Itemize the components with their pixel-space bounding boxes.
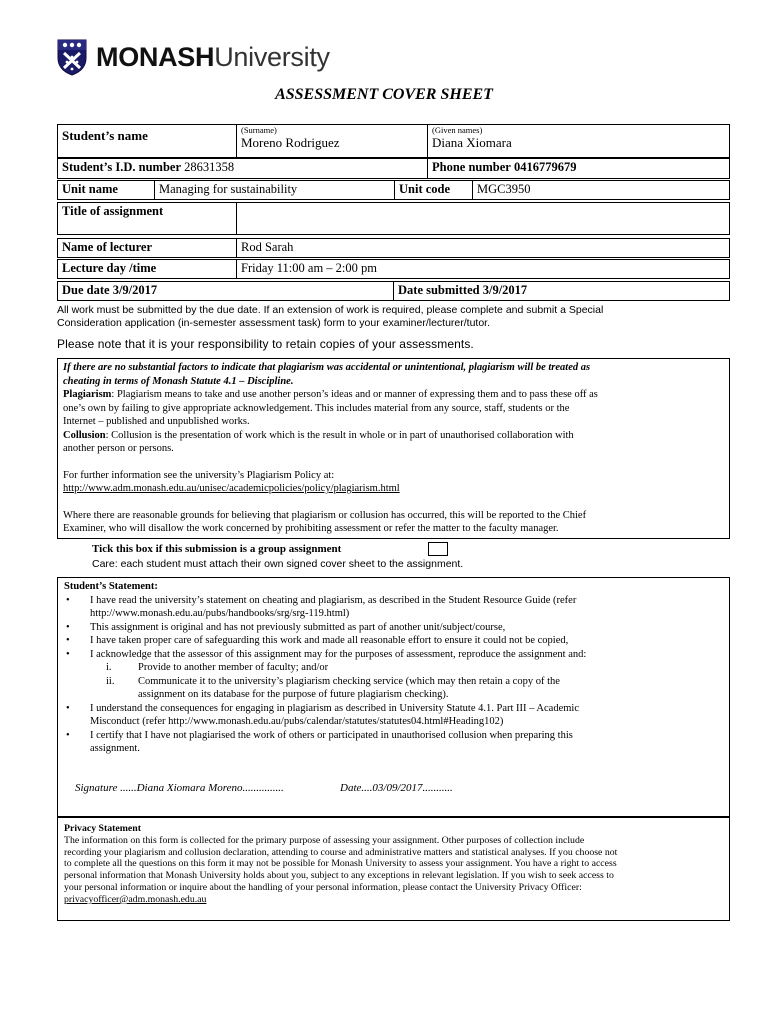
unit-code-label: Unit code <box>395 181 473 200</box>
privacy-line-3: to complete all the questions on this form it may not be possible for Monash University to assess your assignment. You have a right to access <box>64 858 617 870</box>
statement-item-6 <box>64 729 723 756</box>
privacy-heading: Privacy Statement <box>64 823 141 834</box>
monash-crest-icon <box>56 38 88 76</box>
privacy-line-4: personal information that Monash University holds about you, subject to any exceptions in relevant legislation. If you wish to seek access to <box>64 870 614 882</box>
plagiarism-definition <box>63 388 724 402</box>
statement-item-1-line-1: I have read the university’s statement on cheating and plagiarism, as described in the Student Resource Guide (refer <box>90 594 577 606</box>
bullet-icon: • <box>66 594 70 606</box>
bullet-icon: • <box>66 621 70 633</box>
statement-item-1 <box>64 594 723 621</box>
submitted-date-cell[interactable] <box>394 282 730 301</box>
statement-heading: Student’s Statement: <box>64 581 158 592</box>
grounds-2: Examiner, who will disallow the work concerned by prohibiting assessment or refer the matter to the faculty manager. <box>63 523 559 534</box>
sub-item-ii-cont <box>64 688 723 702</box>
statement-item-4 <box>64 648 723 662</box>
signature-line[interactable]: Signature ......Diana Xiomara Moreno............... <box>75 782 284 794</box>
submission-notice <box>57 304 733 330</box>
given-names-hint: (Given names) <box>432 125 483 135</box>
statement-item-4-text: I acknowledge that the assessor of this assignment may for the purposes of assessment, reproduce the assignment and: <box>90 648 587 660</box>
student-statement-box <box>57 577 730 817</box>
plagiarism-def-3: Internet – published and unpublished works. <box>63 416 250 427</box>
signature-date-line[interactable]: Date....03/09/2017........... <box>340 782 453 794</box>
unit-name-label: Unit name <box>58 181 155 200</box>
statement-item-3 <box>64 634 723 648</box>
group-assignment-label: Tick this box if this submission is a group assignment <box>92 543 342 555</box>
student-name-table <box>57 124 730 158</box>
assignment-title-label: Title of assignment <box>58 203 237 235</box>
lecture-time-value[interactable]: Friday 11:00 am – 2:00 pm <box>237 260 730 279</box>
phone-cell[interactable] <box>428 159 730 179</box>
surname-cell[interactable] <box>237 125 428 158</box>
due-date-label: Due date <box>62 283 110 297</box>
sub-item-ii <box>64 675 723 689</box>
submitted-date-value[interactable]: 3/9/2017 <box>482 283 528 297</box>
bullet-icon: • <box>66 635 70 646</box>
statement-item-2-text: This assignment is original and has not previously submitted as part of another unit/subject/course, <box>90 621 506 633</box>
plagiarism-warning-2: cheating in terms of Monash Statute 4.1 – Discipline. <box>63 375 294 387</box>
statement-item-2 <box>64 621 723 635</box>
sub-item-i-number: i. <box>106 662 112 673</box>
page-title: ASSESSMENT COVER SHEET <box>275 86 493 103</box>
policy-link-row <box>63 482 724 496</box>
given-names-cell[interactable] <box>428 125 730 158</box>
bullet-icon: • <box>66 729 70 741</box>
student-id-label: Student’s I.D. number <box>62 160 182 174</box>
privacy-officer-email-link[interactable]: privacyofficer@adm.monash.edu.au <box>64 893 207 905</box>
plagiarism-term: Plagiarism <box>63 389 112 400</box>
statement-item-5 <box>64 702 723 729</box>
due-date-value[interactable]: 3/9/2017 <box>112 283 158 297</box>
assignment-title-value[interactable] <box>237 203 730 235</box>
bullet-icon: • <box>66 702 70 714</box>
notice-line-1: All work must be submitted by the due date. If an extension of work is required, please complete and submit a Special <box>57 304 604 316</box>
lecture-time-label: Lecture day /time <box>58 260 237 279</box>
plagiarism-def-1: : Plagiarism means to take and use another person’s ideas and or manner of expressing them and to pass these off as <box>111 389 598 400</box>
retain-copies-notice: Please note that it is your responsibility to retain copies of your assessments. <box>57 337 474 351</box>
privacy-email-row <box>64 894 723 906</box>
plagiarism-box <box>57 358 730 539</box>
bullet-icon: • <box>66 648 70 660</box>
statement-list-2 <box>64 702 723 756</box>
phone-label: Phone number <box>432 160 511 174</box>
monash-logo <box>56 38 330 76</box>
student-name-label-cell <box>58 125 237 158</box>
statement-item-5-line-1: I understand the consequences for engaging in plagiarism as described in University Statute 4.1. Part III – Academic <box>90 702 579 714</box>
further-info: For further information see the university’s Plagiarism Policy at: <box>63 469 335 481</box>
privacy-statement-box <box>57 817 730 921</box>
plagiarism-def-2: one’s own by failing to give appropriate acknowledgement. This includes material from any source, staff, students or the <box>63 402 570 414</box>
student-id-cell[interactable] <box>58 159 428 179</box>
plagiarism-warning-1: If there are no substantial factors to indicate that plagiarism was accidental or unintentional, plagiarism will be treated as <box>63 362 591 373</box>
given-names-value[interactable]: Diana Xiomara <box>432 134 512 150</box>
privacy-line-5: your personal information or inquire about the handling of your personal information, please contact the University Privacy Officer: <box>64 881 582 893</box>
statement-item-6-line-2: assignment. <box>90 743 140 754</box>
lecturer-table <box>57 238 730 258</box>
due-date-cell[interactable] <box>58 282 394 301</box>
statement-item-1-line-2: http://www.monash.edu.au/pubs/handbooks/srg/srg-119.html) <box>90 608 350 619</box>
surname-hint: (Surname) <box>241 125 277 135</box>
logo-brand-bold: MONASH <box>96 41 215 72</box>
collusion-definition <box>63 429 724 443</box>
care-note: Care: each student must attach their own signed cover sheet to the assignment. <box>92 558 464 570</box>
student-id-table <box>57 158 730 179</box>
surname-value[interactable]: Moreno Rodriguez <box>241 134 340 150</box>
grounds-1: Where there are reasonable grounds for believing that plagiarism or collusion has occurred, this will be reported to the Chief <box>63 509 587 521</box>
monash-wordmark <box>96 41 330 72</box>
privacy-line-2: recording your plagiarism and collusion declaration, attending to course and administrative matters and statistical analyses. If you choose not <box>64 846 618 858</box>
statement-list <box>64 594 723 662</box>
sub-item-i <box>64 661 723 675</box>
student-id-value[interactable]: 28631358 <box>184 160 235 174</box>
dates-table <box>57 281 730 301</box>
notice-line-2: Consideration application (in-semester assessment task) form to your examiner/lecturer/tutor. <box>57 317 491 329</box>
unit-code-value[interactable]: MGC3950 <box>473 181 730 200</box>
statement-item-3-text: I have taken proper care of safeguarding this work and made all reasonable effort to ensure it could not be copied, <box>90 635 569 646</box>
group-assignment-checkbox[interactable] <box>428 542 448 556</box>
logo-brand-light: University <box>214 41 330 72</box>
collusion-def-2: another person or persons. <box>63 443 174 454</box>
plagiarism-policy-link[interactable]: http://www.adm.monash.edu.au/unisec/academicpolicies/policy/plagiarism.html <box>63 483 400 494</box>
lecture-time-table <box>57 259 730 279</box>
collusion-term: Collusion <box>63 429 106 441</box>
submitted-date-label: Date submitted <box>398 283 480 297</box>
unit-name-value[interactable]: Managing for sustainability <box>155 181 395 200</box>
statement-item-6-line-1: I certify that I have not plagiarised the work of others or participated in unauthorised collusion when preparing this <box>90 729 573 741</box>
privacy-line-1: The information on this form is collected for the primary purpose of assessing your assignment. Other purposes of collection include <box>64 834 585 846</box>
phone-value[interactable]: 0416779679 <box>513 160 577 174</box>
statement-item-5-line-2: Misconduct (refer http://www.monash.edu.au/pubs/calendar/statutes/statutes04.html#Heading102) <box>90 716 504 727</box>
student-name-label: Student’s name <box>62 128 148 143</box>
sub-item-i-text: Provide to another member of faculty; and/or <box>138 662 329 673</box>
lecturer-label: Name of lecturer <box>58 239 237 258</box>
sub-item-ii-text-2: assignment on its database for the purpose of future plagiarism checking). <box>138 689 449 700</box>
sub-item-ii-number: ii. <box>106 675 115 687</box>
assignment-title-table <box>57 202 730 235</box>
collusion-def-1: : Collusion is the presentation of work which is the result in whole or in part of unauthorised collaboration with <box>105 429 574 441</box>
sub-item-ii-text: Communicate it to the university’s plagiarism checking service (which may then retain a copy of the <box>138 675 560 687</box>
lecturer-value[interactable]: Rod Sarah <box>237 239 730 258</box>
unit-table <box>57 180 730 200</box>
